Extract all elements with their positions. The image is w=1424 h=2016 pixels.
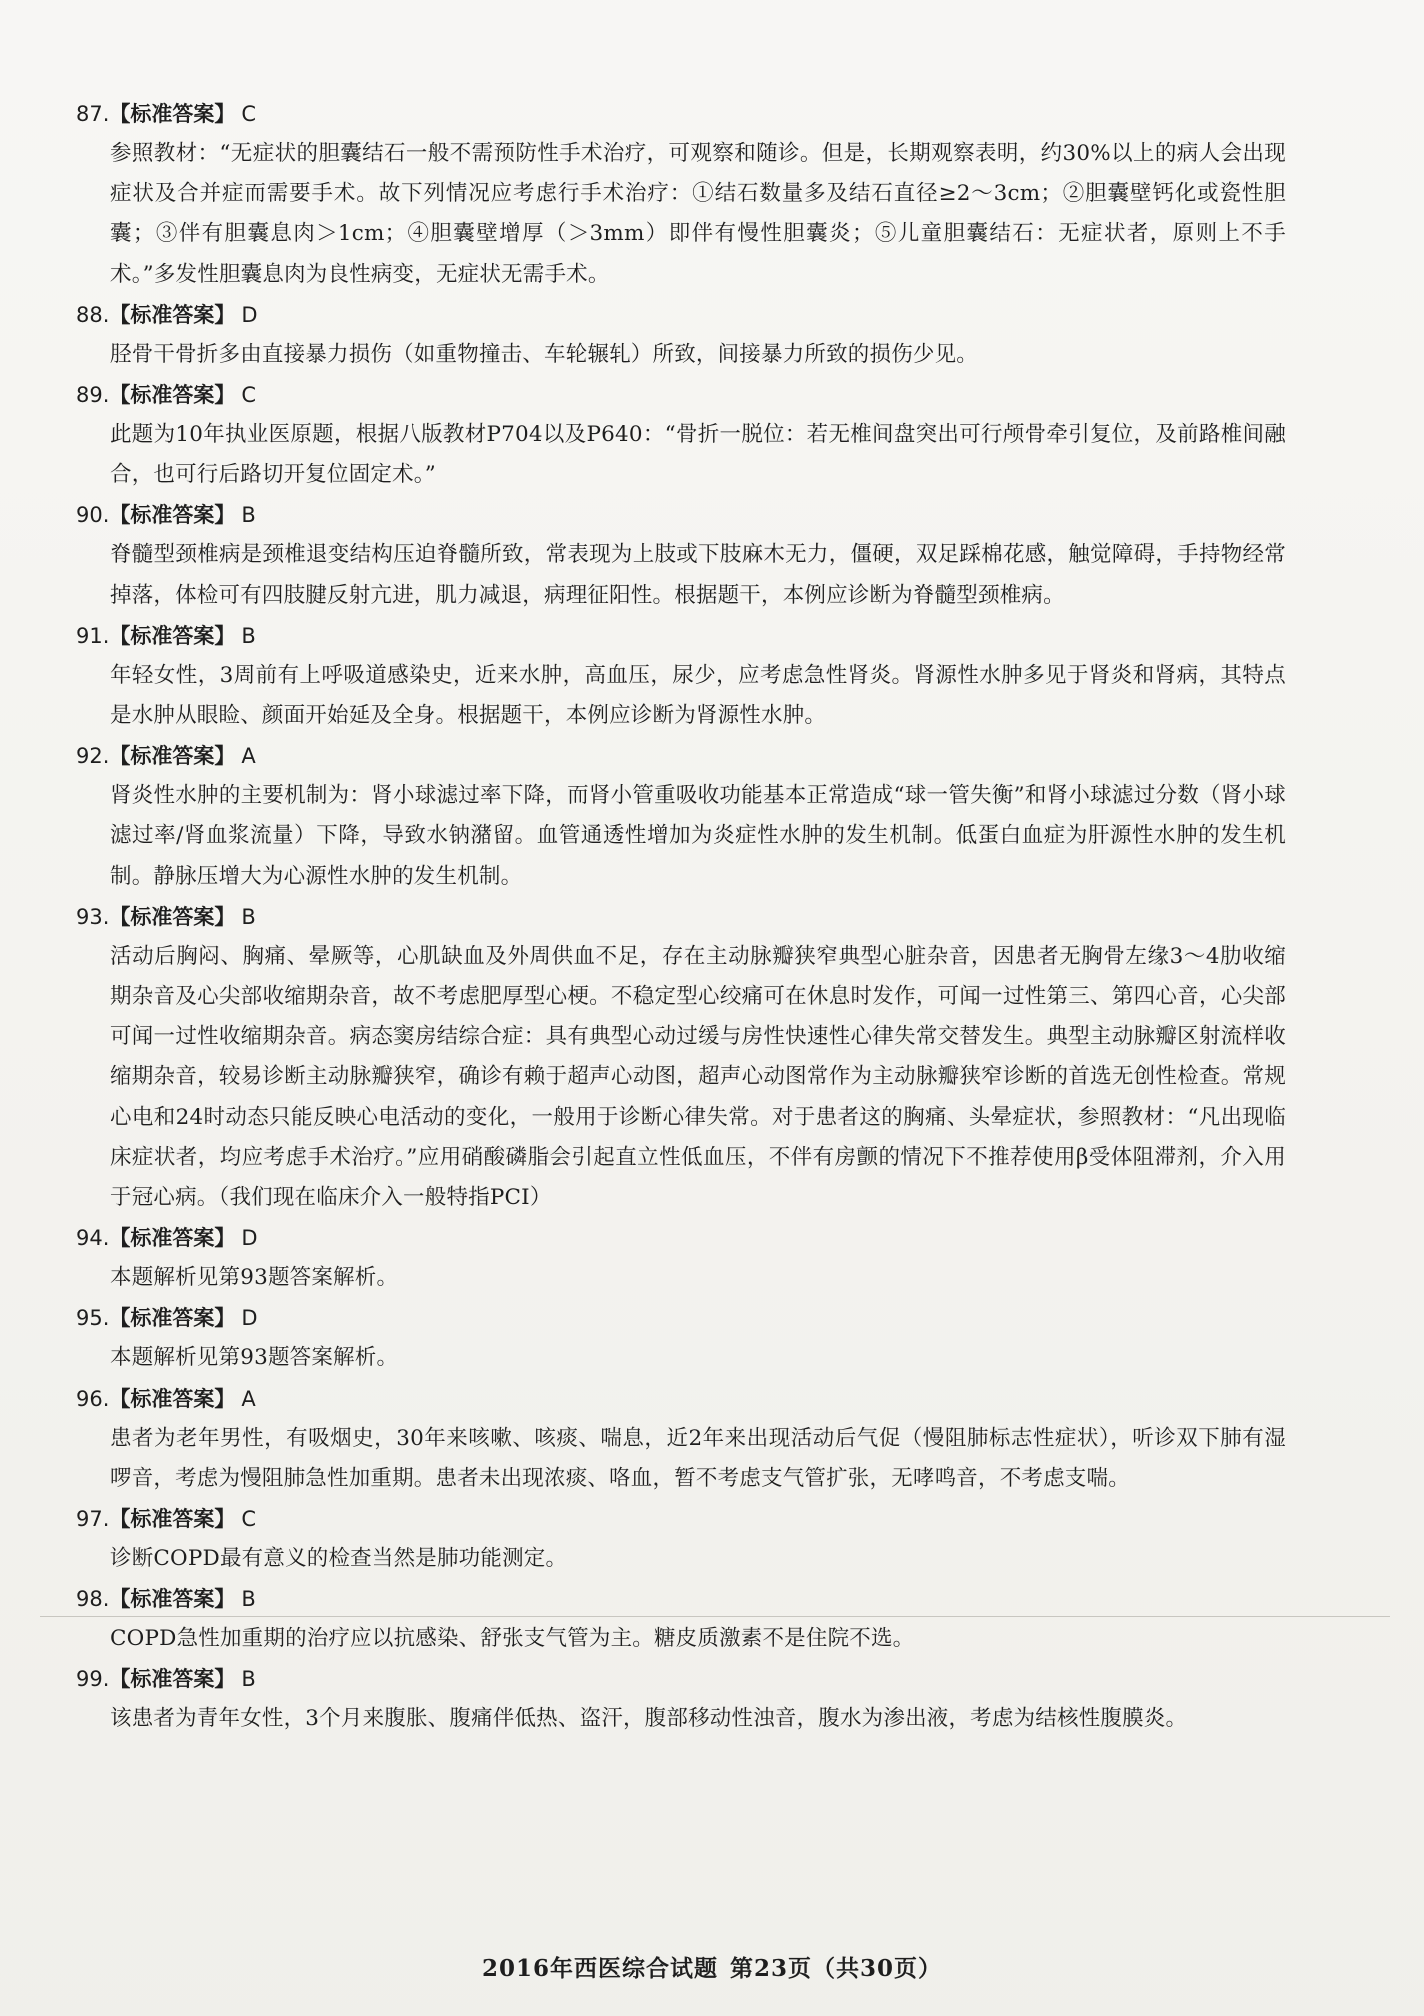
- answer-explanation: 参照教材：“无症状的胆囊结石一般不需预防性手术治疗，可观察和随诊。但是，长期观察表明，约30%以上的病人会出现症状及合并症而需要手术。故下列情况应考虑行手术治疗：①结石数量多及结石直径≥2～3cm；②胆囊壁钙化或瓷性胆囊；③伴有胆囊息肉＞1cm；④胆囊壁增厚（＞3mm）即伴有慢性胆囊炎；⑤儿童胆囊结石：无症状者，原则上不手术。”多发性胆囊息肉为良性病变，无症状无需手术。: [110, 141, 1286, 287]
- standard-answer-label: 【标准答案】: [109, 383, 236, 408]
- standard-answer-label: 【标准答案】: [109, 503, 236, 528]
- question-number: 90.: [76, 503, 110, 528]
- answer-explanation: 该患者为青年女性，3个月来腹胀、腹痛伴低热、盗汗，腹部移动性浊音，腹水为渗出液，考虑为结核性腹膜炎。: [110, 1706, 1188, 1732]
- answer-item: [76, 375, 1286, 495]
- standard-answer-label: 【标准答案】: [109, 1667, 236, 1692]
- answer-heading: [76, 94, 1286, 134]
- question-number: 92.: [76, 744, 110, 769]
- question-number: 89.: [76, 383, 110, 408]
- scan-fold-line: [40, 1616, 1390, 1617]
- question-number: 87.: [76, 102, 110, 126]
- answer-item: [76, 1218, 1286, 1298]
- answer-explanation: 肾炎性水肿的主要机制为：肾小球滤过率下降，而肾小管重吸收功能基本正常造成“球一管失衡”和肾小球滤过分数（肾小球滤过率/肾血浆流量）下降，导致水钠潴留。血管通透性增加为炎症性水肿的发生机制。低蛋白血症为肝源性水肿的发生机制。静脉压增大为心源性水肿的发生机制。: [110, 783, 1286, 889]
- answer-letter: C: [241, 102, 257, 126]
- answer-item: [76, 1659, 1286, 1739]
- answer-item: [76, 295, 1286, 375]
- answer-explanation: COPD急性加重期的治疗应以抗感染、舒张支气管为主。糖皮质激素不是住院不选。: [110, 1626, 915, 1652]
- standard-answer-label: 【标准答案】: [109, 102, 236, 126]
- answer-explanation: 本题解析见第93题答案解析。: [110, 1345, 399, 1371]
- answer-letter: D: [241, 302, 258, 327]
- answer-explanation: 患者为老年男性，有吸烟史，30年来咳嗽、咳痰、喘息，近2年来出现活动后气促（慢阻肺标志性症状），听诊双下肺有湿啰音，考虑为慢阻肺急性加重期。患者未出现浓痰、咯血，暂不考虑支气管扩张，无哮鸣音，不考虑支喘。: [110, 1425, 1286, 1491]
- standard-answer-label: 【标准答案】: [109, 1507, 236, 1532]
- standard-answer-label: 【标准答案】: [109, 744, 236, 769]
- answer-explanation: 此题为10年执业医原题，根据八版教材P704以及P640：“骨折一脱位：若无椎间盘突出可行颅骨牵引复位，及前路椎间融合，也可行后路切开复位固定术。”: [110, 422, 1286, 488]
- answer-letter: B: [241, 904, 256, 929]
- answer-explanation: 活动后胸闷、胸痛、晕厥等，心肌缺血及外周供血不足，存在主动脉瓣狭窄典型心脏杂音，因患者无胸骨左缘3～4肋收缩期杂音及心尖部收缩期杂音，故不考虑肥厚型心梗。不稳定型心绞痛可在休息时发作，可闻一过性第三、第四心音，心尖部可闻一过性收缩期杂音。病态窦房结综合症：具有典型心动过缓与房性快速性心律失常交替发生。典型主动脉瓣区射流样收缩期杂音，较易诊断主动脉瓣狭窄，确诊有赖于超声心动图，超声心动图常作为主动脉瓣狭窄诊断的首选无创性检查。常规心电和24时动态只能反映心电活动的变化，一般用于诊断心律失常。对于患者这的胸痛、头晕症状，参照教材：“凡出现临床症状者，均应考虑手术治疗。”应用硝酸磷脂会引起直立性低血压，不伴有房颤的情况下不推荐使用β受体阻滞剂，介入用于冠心病。（我们现在临床介入一般特指PCI）: [110, 943, 1286, 1211]
- question-number: 99.: [76, 1667, 110, 1692]
- answer-item: [76, 1499, 1286, 1579]
- answer-heading: [76, 375, 1286, 415]
- answer-heading: [76, 616, 1286, 656]
- answer-item: [76, 1379, 1286, 1499]
- answer-explanation: 脊髓型颈椎病是颈椎退变结构压迫脊髓所致，常表现为上肢或下肢麻木无力，僵硬，双足踩棉花感，触觉障碍，手持物经常掉落，体检可有四肢腱反射亢进，肌力减退，病理征阳性。根据题干，本例应诊断为脊髓型颈椎病。: [110, 542, 1286, 608]
- question-number: 98.: [76, 1587, 110, 1612]
- page-footer: [0, 1950, 1424, 1983]
- answer-heading: [76, 295, 1286, 335]
- standard-answer-label: 【标准答案】: [109, 1226, 236, 1251]
- answer-letter: B: [241, 623, 256, 648]
- answer-letter: A: [241, 744, 256, 769]
- standard-answer-label: 【标准答案】: [109, 1587, 236, 1612]
- answer-item: [76, 616, 1286, 736]
- question-number: 97.: [76, 1507, 110, 1532]
- answer-item: [76, 897, 1286, 1218]
- answer-heading: [76, 1298, 1286, 1338]
- answer-letter: D: [241, 1226, 258, 1251]
- standard-answer-label: 【标准答案】: [109, 1386, 236, 1411]
- answer-explanation: 本题解析见第93题答案解析。: [110, 1265, 399, 1291]
- answer-letter: C: [241, 383, 257, 408]
- answer-list: [76, 94, 1286, 1740]
- question-number: 91.: [76, 623, 110, 648]
- question-number: 88.: [76, 302, 110, 327]
- answer-heading: [76, 1499, 1286, 1539]
- answer-letter: B: [241, 503, 256, 528]
- answer-heading: [76, 1579, 1286, 1619]
- answer-letter: D: [241, 1306, 258, 1331]
- answer-item: [76, 736, 1286, 897]
- question-number: 96.: [76, 1386, 110, 1411]
- question-number: 93.: [76, 904, 110, 929]
- answer-heading: [76, 736, 1286, 776]
- answer-heading: [76, 1659, 1286, 1699]
- answer-heading: [76, 1379, 1286, 1419]
- answer-letter: C: [241, 1507, 257, 1532]
- standard-answer-label: 【标准答案】: [109, 904, 236, 929]
- answer-item: [76, 1579, 1286, 1659]
- answer-explanation: 诊断COPD最有意义的检查当然是肺功能测定。: [110, 1546, 568, 1572]
- standard-answer-label: 【标准答案】: [109, 623, 236, 648]
- answer-explanation: 年轻女性，3周前有上呼吸道感染史，近来水肿，高血压，尿少，应考虑急性肾炎。肾源性水肿多见于肾炎和肾病，其特点是水肿从眼睑、颜面开始延及全身。根据题干，本例应诊断为肾源性水肿。: [110, 662, 1286, 729]
- answer-explanation: 胫骨干骨折多由直接暴力损伤（如重物撞击、车轮辗轧）所致，间接暴力所致的损伤少见。: [110, 341, 979, 367]
- answer-item: [76, 94, 1286, 295]
- answer-item: [76, 495, 1286, 615]
- standard-answer-label: 【标准答案】: [109, 1306, 236, 1331]
- answer-letter: B: [241, 1667, 256, 1692]
- question-number: 94.: [76, 1226, 110, 1251]
- answer-letter: A: [241, 1386, 256, 1411]
- footer-page-number: 第23页（共30页）: [730, 1955, 943, 1982]
- answer-heading: [76, 897, 1286, 937]
- answer-letter: B: [241, 1587, 256, 1612]
- question-number: 95.: [76, 1306, 110, 1331]
- answer-heading: [76, 1218, 1286, 1258]
- footer-title: 2016年西医综合试题: [481, 1955, 718, 1982]
- standard-answer-label: 【标准答案】: [109, 302, 236, 327]
- answer-heading: [76, 495, 1286, 535]
- answer-item: [76, 1298, 1286, 1378]
